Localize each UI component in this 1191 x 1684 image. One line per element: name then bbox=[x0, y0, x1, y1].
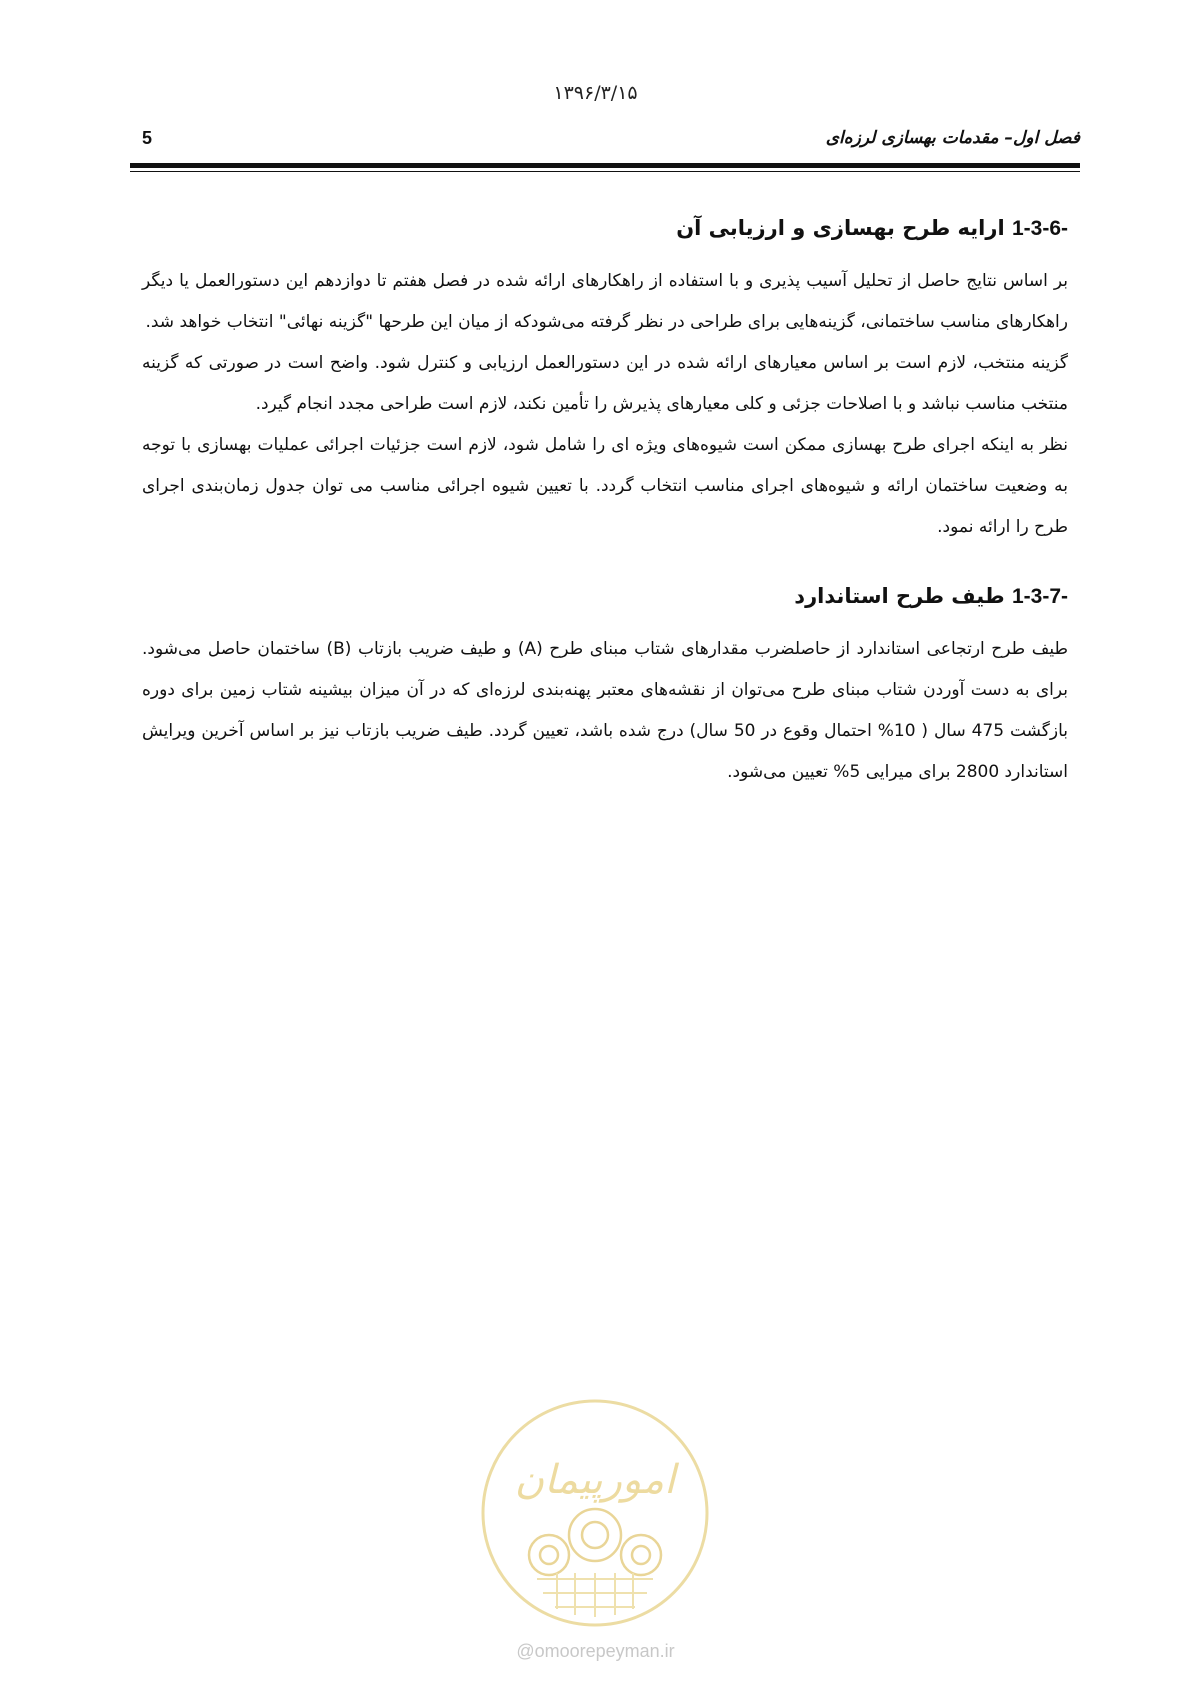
seal-graphic bbox=[477, 1395, 713, 1631]
page-header bbox=[130, 128, 1080, 158]
paragraph: نظر به اینکه اجرای طرح بهسازی ممکن است شیوه‌های ویژه ای را شامل شود، لازم است جزئیات اجرائی عملیات بهسازی با توجه به وضعیت ساختمان ارائه و شیوه‌های اجرای مناسب انتخاب گردد. با تعیین شیوه اجرائی مناسب می توان جدول زمان‌بندی اجرای طرح را ارائه نمود. bbox=[142, 435, 1068, 537]
section-1-3-7 bbox=[142, 578, 1068, 793]
section-title: ارایه طرح بهسازی و ارزیابی آن bbox=[676, 216, 1005, 240]
page-date: ۱۳۹۶/۳/۱۵ bbox=[553, 82, 638, 104]
gear-icon bbox=[529, 1509, 661, 1575]
paragraph: بر اساس نتایج حاصل از تحلیل آسیب پذیری و با استفاده از راهکارهای ارائه شده در فصل هفتم تا دوازدهم این دستورالعمل یا دیگر راهکارهای مناسب ساختمانی، گزینه‌هایی برای طراحی در نظر گرفته می‌شودکه از میان این طرحها "گزینه نهائی" انتخاب خواهد شد. bbox=[142, 271, 1068, 332]
grid-icon bbox=[537, 1573, 653, 1617]
website-watermark: @omoorepeyman.ir bbox=[516, 1641, 675, 1661]
section-number: 1-3-6- bbox=[1011, 217, 1068, 240]
header-rule-thick bbox=[130, 163, 1080, 168]
section-1-3-6 bbox=[142, 210, 1068, 548]
paragraph: طیف طرح ارتجاعی استاندارد از حاصلضرب مقدارهای شتاب مبنای طرح (A) و طیف ضریب بازتاب (B) ساختمان حاصل می‌شود. برای به دست آوردن شتاب مبنای طرح می‌توان از نقشه‌های معتبر پهنه‌بندی لرزه‌ای که در آن میزان بیشینه شتاب زمین برای دوره بازگشت 475 سال ( 10% احتمال وقوع در 50 سال) درج شده باشد، تعیین گردد. طیف ضریب بازتاب نیز بر اساس آخرین ویرایش استاندارد 2800 برای میرایی 5% تعیین می‌شود. bbox=[142, 639, 1069, 782]
seal-logo bbox=[477, 1395, 713, 1631]
section-heading bbox=[142, 578, 1068, 615]
header-rule-thin bbox=[130, 171, 1080, 172]
section-number: 1-3-7- bbox=[1011, 585, 1068, 608]
page-number: 5 bbox=[142, 128, 153, 148]
seal-text: امورپیمان bbox=[514, 1457, 676, 1503]
page-content bbox=[142, 210, 1068, 793]
section-heading bbox=[142, 210, 1068, 247]
section-title: طیف طرح استاندارد bbox=[794, 584, 1005, 608]
paragraph: گزینه منتخب، لازم است بر اساس معیارهای ارائه شده در این دستورالعمل ارزیابی و کنترل شود. واضح است در صورتی که گزینه منتخب مناسب نباشد و با اصلاحات جزئی و کلی معیارهای پذیرش را تأمین نکند، لازم است طراحی مجدد انجام گیرد. bbox=[142, 353, 1068, 414]
running-title: فصل اول– مقدمات بهسازی لرزه‌ای bbox=[825, 128, 1080, 148]
